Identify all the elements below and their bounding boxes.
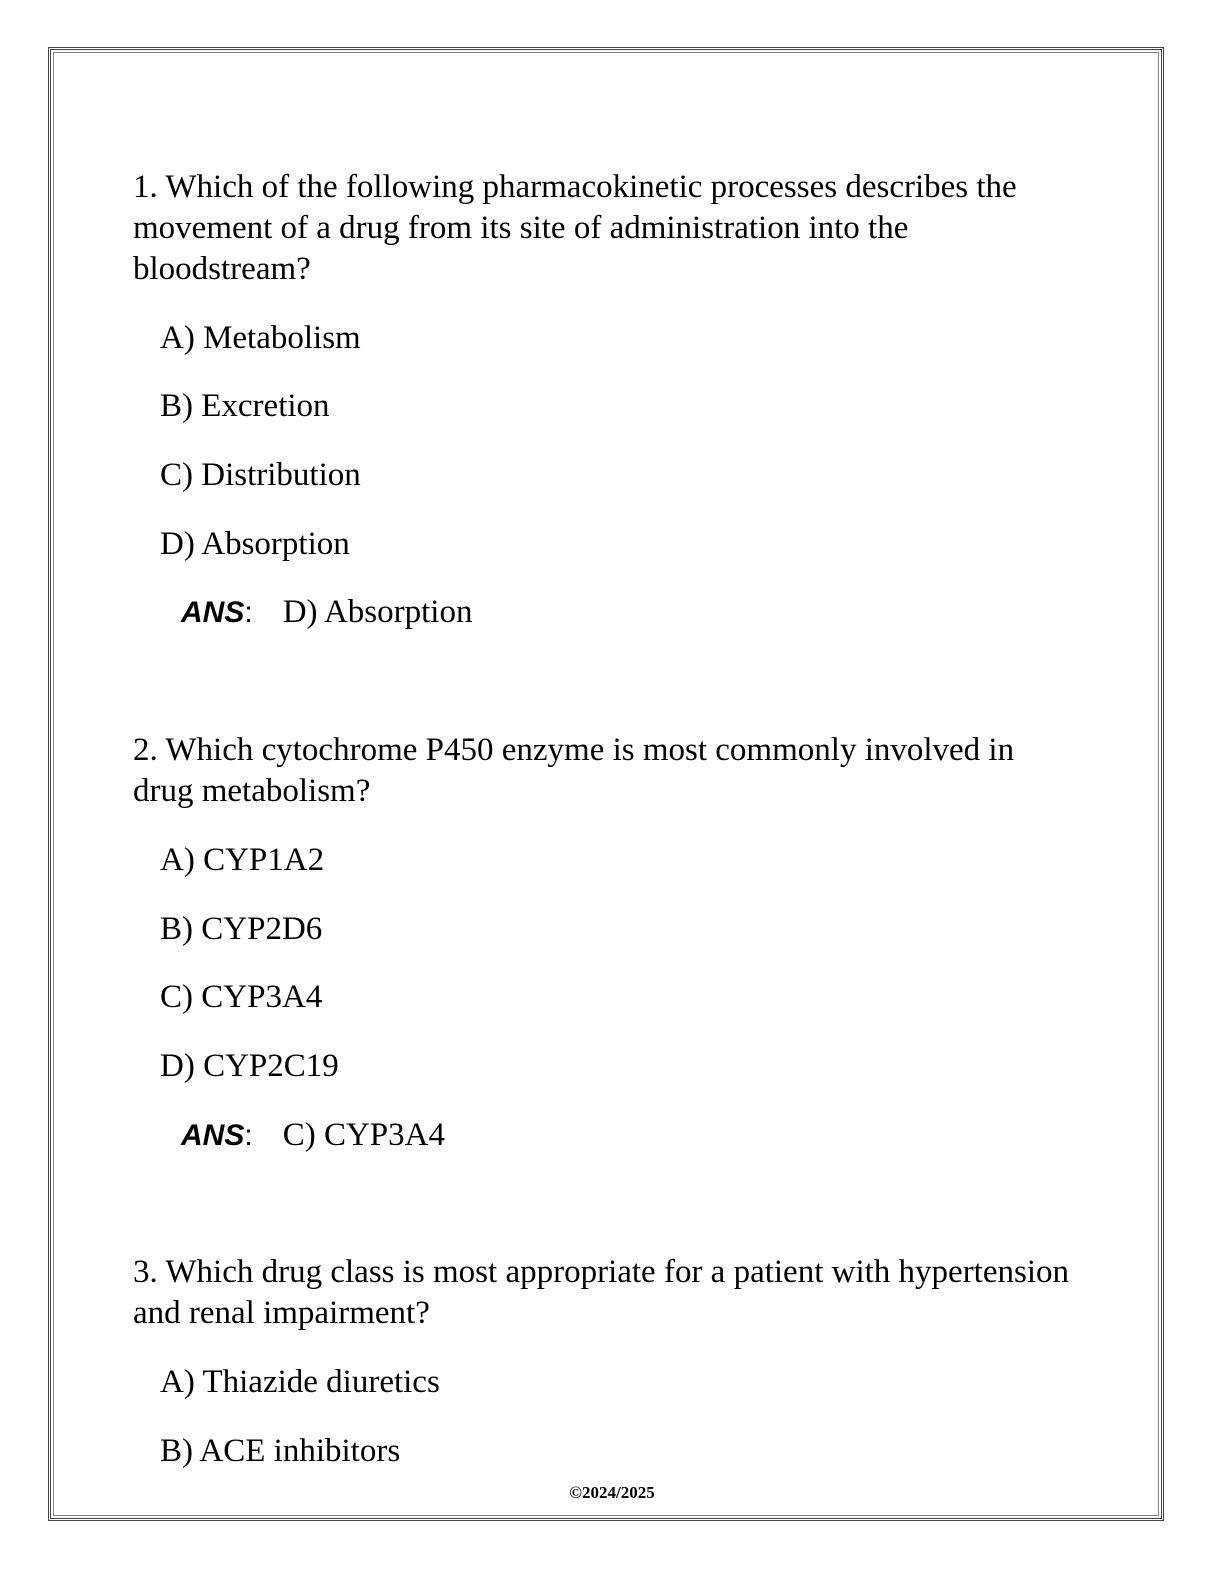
question-3-option-a: A) Thiazide diuretics	[160, 1364, 440, 1400]
answer-value: C) CYP3A4	[282, 1117, 445, 1153]
answer-label: ANS	[181, 1119, 245, 1152]
question-2-text: 2. Which cytochrome P450 enzyme is most commonly involved in drug metabolism?	[133, 732, 1015, 809]
copyright-footer: ©2024/2025	[569, 1483, 655, 1502]
question-1-option-c: C) Distribution	[160, 457, 361, 493]
question-2-answer	[181, 1115, 445, 1156]
answer-colon: :	[244, 596, 253, 629]
question-2-option-b: B) CYP2D6	[160, 911, 323, 947]
question-3-option-b: B) ACE inhibitors	[160, 1433, 401, 1469]
question-3-text: 3. Which drug class is most appropriate for a patient with hypertension and renal impairment?	[133, 1254, 1070, 1331]
question-1-option-d: D) Absorption	[160, 526, 350, 562]
question-2-option-c: C) CYP3A4	[160, 979, 323, 1015]
question-1-answer	[181, 592, 472, 633]
question-1-text: 1. Which of the following pharmacokinetic processes describes the movement of a drug from its site of administration into the bloodstream?	[133, 169, 1017, 287]
answer-value: D) Absorption	[282, 594, 473, 630]
answer-colon: :	[244, 1119, 253, 1152]
question-1-option-a: A) Metabolism	[160, 320, 361, 356]
question-2-option-a: A) CYP1A2	[160, 842, 325, 878]
question-1-option-b: B) Excretion	[160, 388, 330, 424]
question-2-option-d: D) CYP2C19	[160, 1048, 339, 1084]
answer-label: ANS	[181, 596, 245, 629]
